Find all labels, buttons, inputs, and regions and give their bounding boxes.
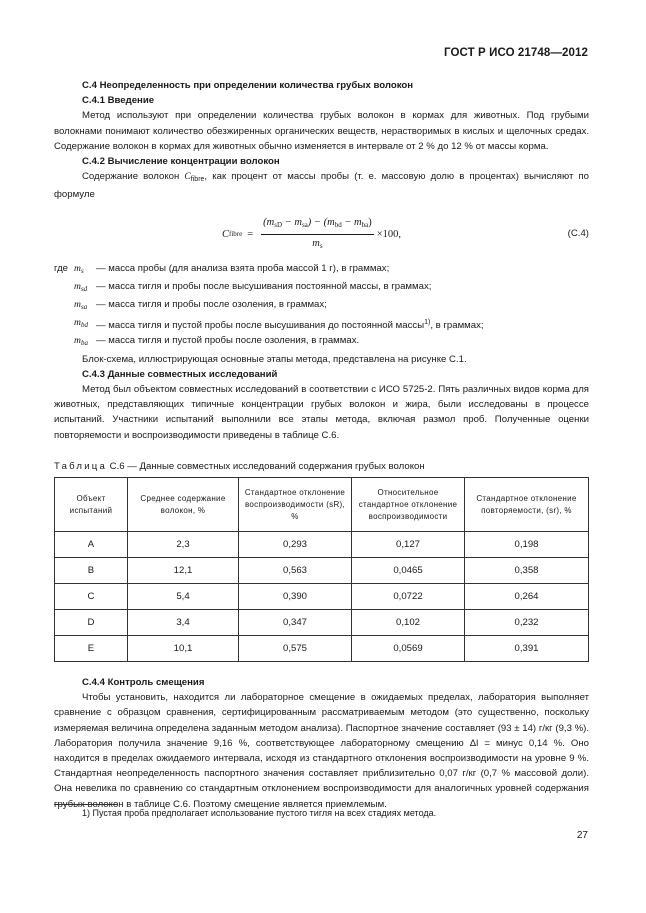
- definitions-list: [54, 261, 589, 352]
- figure-reference: Блок-схема, иллюстрирующая основные этапы метода, представлена на рисунке С.1.: [82, 353, 467, 365]
- definition-item: $m_{sa}$ — масса тигля и пробы после озоления, в граммах;: [74, 299, 327, 312]
- section-c41-title: С.4.1 Введение: [82, 95, 155, 107]
- page-number: 27: [576, 830, 588, 841]
- column-header: Среднее содержание волокон, %: [128, 478, 239, 532]
- column-header: Стандартное отклонение повторяемости, (sr), %: [465, 478, 589, 532]
- table-row: C 5,4 0,390 0,0722 0,264: [55, 584, 589, 610]
- table-row: D 3,4 0,347 0,102 0,232: [55, 610, 589, 636]
- section-c44-text: Чтобы установить, находится ли лабораторное смещение в ожидаемых пределах, лаборатория выполняет сравнение с образцом сравнения, сертифицированным рассматриваемым методом (это существенно, поскольку измеряемая величина определена заданным методом анализа). Паспортное значение составляет (93 ± 14) г/кг (9,3 %). Лаборатория получила значение 9,16 %, соответствующее лабораторному смещению Δl = минус 0,14 %. Оно находится в пределах ожидаемого интервала, исходя из стандартного отклонения воспроизводимости на уровне 9 %. Стандартная неопределенность паспортного значения составляет приблизительно 0,07 г/кг (0,7 % массовой доли). Она невелика по сравнению со стандартным отклонением воспроизводимости для аналогичных уровней содержания грубых волокон в таблице С.6. Поэтому смещение является приемлемым.: [54, 692, 589, 810]
- data-table-c6: [54, 477, 589, 662]
- definition-item: $m_{ba}$ — масса тигля и пустой пробы после озоления, в граммах.: [74, 335, 360, 348]
- table-header-row: [55, 478, 589, 532]
- table-row: E 10,1 0,575 0,0569 0,391: [55, 636, 589, 662]
- table-row: B 12,1 0,563 0,0465 0,358: [55, 558, 589, 584]
- footnote-separator: [54, 804, 118, 805]
- page-body: [54, 78, 589, 812]
- table-caption: Таблица С.6 — Данные совместных исследований содержания грубых волокон: [54, 460, 425, 472]
- section-c42-title: С.4.2 Вычисление концентрации волокон: [82, 156, 280, 168]
- table-row: A 2,3 0,293 0,127 0,198: [55, 532, 589, 558]
- document-code: ГОСТ Р ИСО 21748—2012: [443, 47, 588, 59]
- column-header: Стандартное отклонение воспроизводимости (sR), %: [239, 478, 352, 532]
- footnote: 1) Пустая проба предполагает использование пустого тигля на всех стадиях метода.: [82, 808, 437, 818]
- definition-item: где $m_s$ — масса пробы (для анализа взята проба массой 1 г), в граммах;: [54, 262, 390, 275]
- section-c43-title: С.4.3 Данные совместных исследований: [82, 368, 278, 380]
- definition-item: $m_{bd}$ — масса тигля и пустой пробы после высушивания до постоянной массы$^{1)}$, в граммах;: [74, 317, 484, 332]
- section-c4-title: С.4 Неопределенность при определении количества грубых волокон: [82, 80, 414, 91]
- column-header: Относительное стандартное отклонение воспроизводимости: [352, 478, 465, 532]
- section-c42-text: Содержание волокон $C_{fibre}$, как процент от массы пробы (т. е. массовую долю в процентах) вычисляют по формуле: [54, 171, 589, 201]
- section-c41-text: Метод используют при определении количества грубых волокон в кормах для животных. Под грубыми волокнами понимают количество обезжиренных органических веществ, нерастворимых в кислых и щелочных средах. Содержание волокон в кормах для животных обычно изменяется в интервале от 2 % до 12 % от массы корма.: [54, 110, 589, 152]
- section-c44-title: С.4.4 Контроль смещения: [82, 677, 205, 689]
- section-c43-text: Метод был объектом совместных исследований в соответствии с ИСО 5725-2. Пять различных видов корма для животных, представляющих типичные концентрации грубых волокон и жира, были исследованы в процессе испытаний. Участники испытаний выполнили все этапы метода, включая размол проб. Полученные оценки повторяемости и воспроизводимости приведены в таблице С.6.: [54, 384, 589, 441]
- formula-number: (С.4): [567, 227, 589, 239]
- definition-item: $m_{sd}$ — масса тигля и пробы после высушивания постоянной массы, в граммах;: [74, 280, 432, 293]
- formula-c4: C fibre = $\frac{(m_{sD} - m_{sa}) - (m_{bd} - m_{ba})}{m_s}$ ×100, (С.4): [222, 216, 589, 250]
- column-header: Объект испытаний: [55, 478, 128, 532]
